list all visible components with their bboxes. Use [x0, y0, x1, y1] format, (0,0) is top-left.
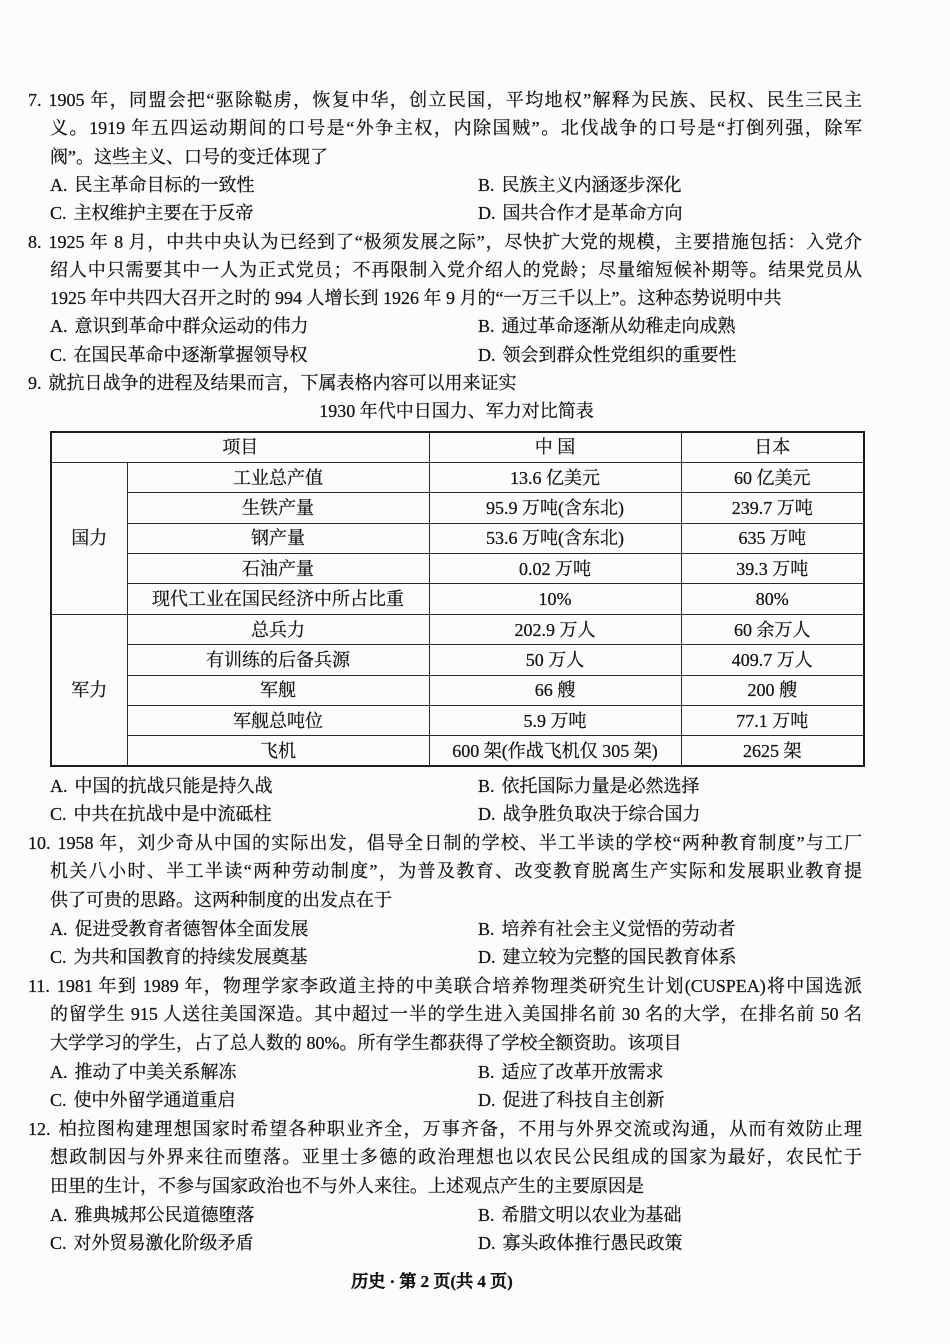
cell-japan: 200 艘 — [681, 675, 864, 705]
option-text: 民族主义内涵逐步深化 — [501, 174, 682, 195]
option-label: B. — [478, 775, 495, 796]
option-label: D. — [478, 344, 496, 365]
option-label: C. — [50, 1233, 67, 1254]
cell-item: 石油产量 — [127, 554, 429, 584]
option-d — [478, 1229, 862, 1258]
option-row — [0, 1058, 862, 1087]
question-number: 7. — [28, 90, 42, 110]
option-label: A. — [50, 174, 68, 195]
option-label: B. — [478, 316, 495, 337]
table-row — [51, 584, 864, 614]
option-text: 使中外留学通道重启 — [73, 1090, 236, 1111]
question-stem-line — [0, 829, 862, 858]
option-a — [50, 1058, 478, 1087]
group-label: 军力 — [51, 614, 127, 766]
cell-item: 钢产量 — [127, 523, 429, 553]
table-row — [51, 706, 864, 736]
table-row — [51, 523, 864, 553]
option-text: 促进受教育者德智体全面发展 — [74, 918, 309, 939]
option-label: A. — [50, 918, 68, 939]
cell-japan: 60 亿美元 — [681, 462, 864, 492]
question-number: 8. — [28, 231, 42, 252]
option-row — [0, 171, 862, 199]
question-7 — [0, 86, 950, 227]
option-text: 依托国际力量是必然选择 — [501, 775, 700, 796]
option-b — [478, 171, 862, 199]
cell-item: 有训练的后备兵源 — [127, 645, 429, 675]
option-c — [50, 199, 478, 227]
cell-item: 总兵力 — [127, 614, 429, 644]
option-label: B. — [478, 918, 495, 939]
header-japan: 日本 — [681, 432, 864, 462]
group-label: 国力 — [51, 462, 127, 614]
option-a — [50, 312, 478, 340]
option-text: 主权维护主要在于反帝 — [73, 203, 254, 224]
question-stem-line — [0, 228, 862, 256]
option-text: 为共和国教育的持续发展奠基 — [73, 947, 308, 968]
table-row — [51, 736, 864, 766]
cell-item: 生铁产量 — [127, 493, 429, 523]
option-label: D. — [478, 804, 496, 825]
question-11 — [0, 972, 950, 1115]
option-label: D. — [478, 203, 496, 224]
option-c — [50, 1229, 478, 1258]
option-row — [0, 943, 862, 972]
option-text: 促进了科技自主创新 — [502, 1090, 665, 1111]
table-row — [51, 462, 864, 492]
question-stem-line: 1925 年中共四大召开之时的 994 人增长到 1926 年 9 月的“一万三千以上”。这种态势说明中共 — [50, 288, 782, 309]
question-stem-line — [0, 86, 862, 114]
question-number: 12. — [28, 1118, 51, 1139]
option-text: 推动了中美关系解冻 — [74, 1061, 237, 1082]
option-label: B. — [478, 174, 495, 195]
question-stem-text: 1981 年到 1989 年，物理学家李政道主持的中美联合培养物理类研究生计划(CUSPEA)将中国选派 — [56, 975, 862, 996]
option-d — [478, 800, 862, 829]
option-text: 中国的抗战只能是持久战 — [74, 775, 273, 796]
option-text: 意识到革命中群众运动的伟力 — [74, 316, 309, 337]
option-d — [478, 199, 862, 227]
table-row — [51, 493, 864, 523]
option-label: D. — [478, 1090, 496, 1111]
option-text: 中共在抗战中是中流砥柱 — [73, 804, 272, 825]
header-item: 项目 — [51, 432, 429, 462]
question-stem-line: 的留学生 915 人送往美国深造。其中超过一半的学生进入美国排名前 30 名的大学，在排名前 50 名 — [50, 1004, 862, 1025]
option-label: B. — [478, 1204, 495, 1225]
option-d — [478, 1086, 862, 1115]
cell-china: 95.9 万吨(含东北) — [429, 493, 681, 523]
question-9-stem — [0, 369, 950, 397]
option-text: 在国民革命中逐渐掌握领导权 — [73, 344, 308, 365]
question-stem-line: 阀”。这些主义、口号的变迁体现了 — [50, 146, 328, 167]
cell-japan: 409.7 万人 — [681, 645, 864, 675]
question-stem-text: 1925 年 8 月，中共中央认为已经到了“极须发展之际”，尽快扩大党的规模，主要措施包括：入党介 — [48, 231, 862, 252]
option-label: A. — [50, 1204, 68, 1225]
option-text: 寡头政体推行愚民政策 — [502, 1233, 683, 1254]
cell-japan: 2625 架 — [681, 736, 864, 766]
question-stem-line: 想政制因与外界来往而堕落。亚里士多德的政治理想也以农民公民组成的国家为最好，农民忙于 — [50, 1147, 862, 1168]
option-d — [478, 341, 862, 369]
option-b — [478, 772, 862, 801]
option-a — [50, 171, 478, 199]
option-b — [478, 1201, 862, 1230]
option-c — [50, 1086, 478, 1115]
cell-japan: 239.7 万吨 — [681, 493, 864, 523]
option-text: 民主革命目标的一致性 — [74, 174, 255, 195]
question-stem-line — [0, 972, 862, 1001]
table-row — [51, 614, 864, 644]
cell-japan: 77.1 万吨 — [681, 706, 864, 736]
option-text: 雅典城邦公民道德堕落 — [74, 1204, 255, 1225]
option-text: 通过革命逐渐从幼稚走向成熟 — [501, 316, 736, 337]
question-stem-line — [0, 1115, 862, 1144]
option-label: C. — [50, 947, 67, 968]
option-text: 希腊文明以农业为基础 — [501, 1204, 682, 1225]
option-label: D. — [478, 1233, 496, 1254]
cell-item: 现代工业在国民经济中所占比重 — [127, 584, 429, 614]
option-label: A. — [50, 316, 68, 337]
cell-china: 10% — [429, 584, 681, 614]
option-c — [50, 341, 478, 369]
table-row — [51, 675, 864, 705]
option-text: 国共合作才是革命方向 — [502, 203, 683, 224]
option-a — [50, 772, 478, 801]
option-text: 领会到群众性党组织的重要性 — [502, 344, 737, 365]
cell-china: 53.6 万吨(含东北) — [429, 523, 681, 553]
cell-item: 工业总产值 — [127, 462, 429, 492]
question-9-options — [0, 772, 950, 829]
cell-china: 13.6 亿美元 — [429, 462, 681, 492]
question-stem-line: 供了可贵的思路。这两种制度的出发点在于 — [50, 890, 392, 911]
comparison-table — [50, 431, 865, 767]
question-8 — [0, 228, 950, 369]
question-10 — [0, 829, 950, 972]
question-stem-text: 柏拉图构建理想国家时希望各种职业齐全，万事齐备，不用与外界交流或沟通，从而有效防止理 — [57, 1118, 862, 1139]
option-row — [0, 800, 862, 829]
option-label: C. — [50, 203, 67, 224]
option-d — [478, 943, 862, 972]
cell-japan: 60 余万人 — [681, 614, 864, 644]
question-stem-line: 义。1919 年五四运动期间的口号是“外争主权，内除国贼”。北伐战争的口号是“打倒列强，除军 — [50, 118, 862, 139]
option-text: 对外贸易激化阶级矛盾 — [73, 1233, 254, 1254]
option-text: 培养有社会主义觉悟的劳动者 — [501, 918, 736, 939]
option-text: 战争胜负取决于综合国力 — [502, 804, 701, 825]
question-number: 11. — [28, 975, 50, 996]
table-row — [51, 554, 864, 584]
option-label: B. — [478, 1061, 495, 1082]
option-label: C. — [50, 1090, 67, 1111]
option-row — [0, 1086, 862, 1115]
option-label: A. — [50, 1061, 68, 1082]
cell-japan: 80% — [681, 584, 864, 614]
cell-japan: 39.3 万吨 — [681, 554, 864, 584]
question-stem-text: 就抗日战争的进程及结果而言，下属表格内容可以用来证实 — [48, 373, 517, 393]
cell-item: 飞机 — [127, 736, 429, 766]
option-c — [50, 800, 478, 829]
question-stem-line: 大学学习的学生，占了总人数的 80%。所有学生都获得了学校全额资助。该项目 — [50, 1033, 682, 1054]
table-row — [51, 645, 864, 675]
cell-china: 0.02 万吨 — [429, 554, 681, 584]
header-china: 中 国 — [429, 432, 681, 462]
question-number: 10. — [28, 832, 51, 853]
option-b — [478, 1058, 862, 1087]
question-stem-line: 机关八小时、半工半读“两种劳动制度”，为普及教育、改变教育脱离生产实际和发展职业教育提 — [50, 861, 862, 882]
question-12 — [0, 1115, 950, 1258]
cell-japan: 635 万吨 — [681, 523, 864, 553]
option-row — [0, 1229, 862, 1258]
option-b — [478, 915, 862, 944]
cell-china: 50 万人 — [429, 645, 681, 675]
question-number: 9. — [28, 373, 42, 393]
table-title: 1930 年代中日国力、军力对比简表 — [319, 401, 594, 422]
cell-china: 66 艘 — [429, 675, 681, 705]
question-stem-text: 1958 年，刘少奇从中国的实际出发，倡导全日制的学校、半工半读的学校“两种教育制度”与工厂 — [57, 832, 862, 853]
option-b — [478, 312, 862, 340]
option-a — [50, 1201, 478, 1230]
option-c — [50, 943, 478, 972]
option-label: A. — [50, 775, 68, 796]
option-row — [0, 341, 862, 369]
cell-item: 军舰 — [127, 675, 429, 705]
table-header-row — [51, 432, 864, 462]
option-row — [0, 915, 862, 944]
option-row — [0, 312, 862, 340]
option-label: D. — [478, 947, 496, 968]
option-a — [50, 915, 478, 944]
option-label: C. — [50, 804, 67, 825]
option-row — [0, 199, 862, 227]
page-footer: 历史 · 第 2 页(共 4 页) — [351, 1272, 513, 1291]
option-row — [0, 772, 862, 801]
question-stem-line — [0, 369, 862, 397]
question-stem-line: 田里的生计，不参与国家政治也不与外人来往。上述观点产生的主要原因是 — [50, 1176, 644, 1197]
cell-china: 202.9 万人 — [429, 614, 681, 644]
option-text: 适应了改革开放需求 — [501, 1061, 664, 1082]
cell-china: 600 架(作战飞机仅 305 架) — [429, 736, 681, 766]
question-stem-line: 绍人中只需要其中一人为正式党员；不再限制入党介绍人的党龄；尽量缩短候补期等。结果党员从 — [50, 259, 862, 280]
option-label: C. — [50, 344, 67, 365]
cell-item: 军舰总吨位 — [127, 706, 429, 736]
option-text: 建立较为完整的国民教育体系 — [502, 947, 737, 968]
question-stem-text: 1905 年，同盟会把“驱除鞑虏，恢复中华，创立民国，平均地权”解释为民族、民权、民生三民主 — [48, 90, 862, 110]
option-row — [0, 1201, 862, 1230]
cell-china: 5.9 万吨 — [429, 706, 681, 736]
